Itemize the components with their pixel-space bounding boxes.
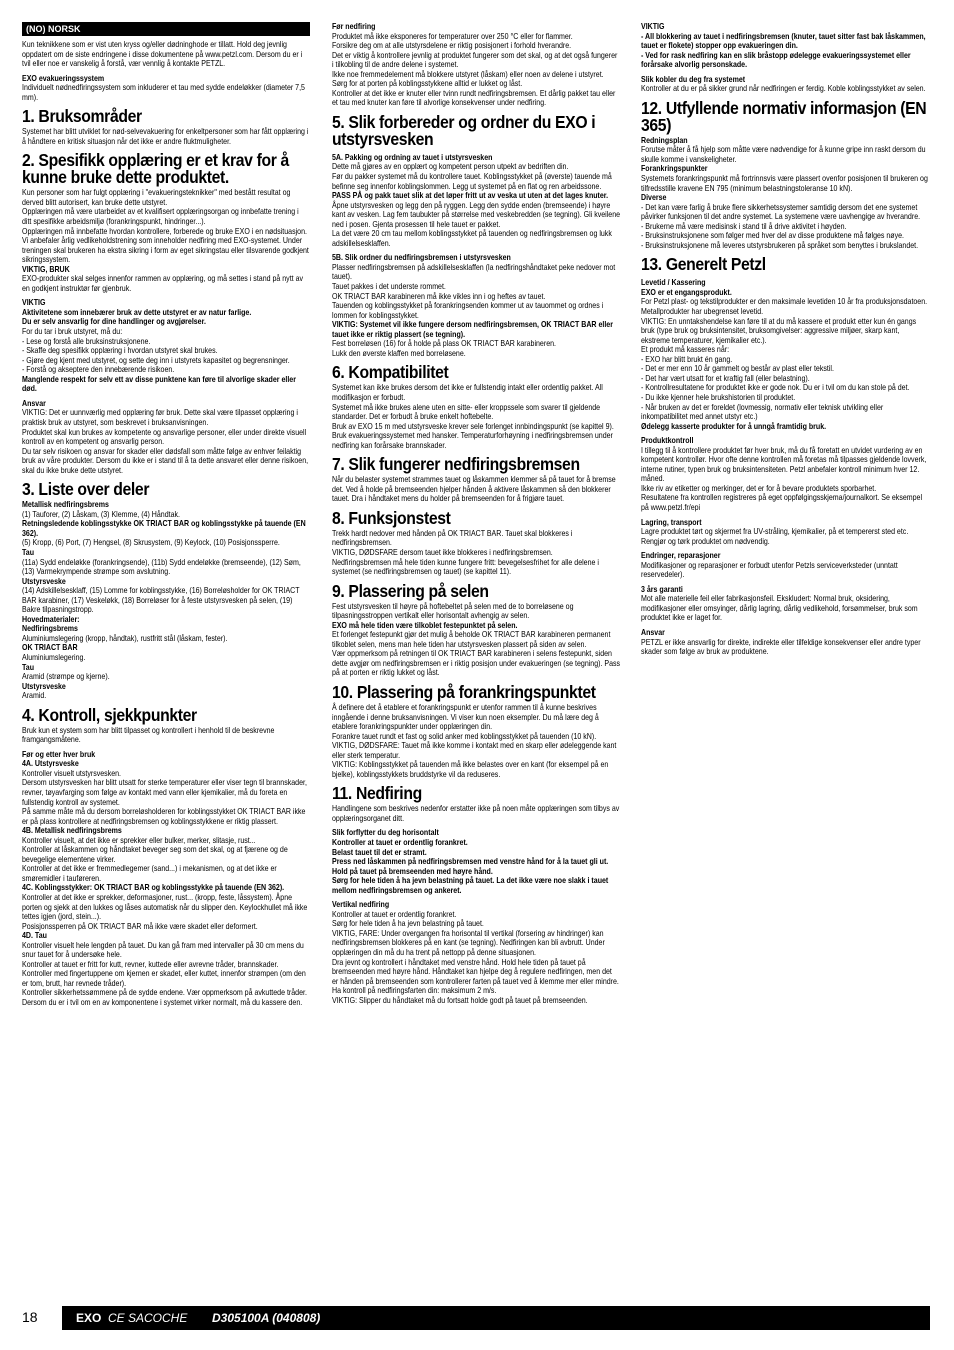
- paragraph: Aramid.: [22, 691, 47, 701]
- paragraph: - Kontrollresultatene for produktet ikke er gode nok. Du er i tvil om du kan stole på det.: [641, 383, 910, 393]
- paragraph: VIKTIG, FARE: Under overgangen fra horisontal til vertikal (forsering av hindringer) kan nedfiringsbremsen blokkeres på en kant (se tegning). Nedfiringen kan bli avbrutt. Under opplæringen din må du ha trent på nettopp på denne situasjonen.: [332, 928, 605, 958]
- paragraph: Trekk hardt nedover med hånden på OK TRIACT BAR. Tauet skal blokkeres i nedfiringsbremsen.: [332, 528, 573, 548]
- paragraph: OK TRIACT BAR karabineren må ikke vikles inn i og heftes av tauet.: [332, 291, 546, 301]
- paragraph: - Det kan være farlig å bruke flere sikkerhetssystemer samtidig dersom det ene systemet påvirker funksjonen til det andre systemet. La systemene være uavhengige av hverandre.: [641, 202, 921, 222]
- pre-descent-title-wrap: [332, 22, 620, 32]
- paragraph: Sørg for hele tiden å ha jevn belastning på tauet.: [332, 919, 484, 929]
- paragraph: Kontroller visuelt utstyrsvesken.: [22, 768, 122, 778]
- paragraph: Kontroller visuelt, at det ikke er sprekker eller bulker, merker, slitasje, rust...: [22, 835, 256, 845]
- subheading: 4B. Metallisk nedfiringsbrems: [22, 826, 122, 836]
- paragraph: Aramid (strømpe og kjerne).: [22, 672, 110, 682]
- section-9-body: [332, 602, 620, 678]
- paragraph: Plasser nedfiringsbremsen på adskillelsesklaffen (la nedfiringshåndtaket peke nedover mot tauet).: [332, 262, 616, 282]
- section-5-body: [332, 153, 620, 358]
- paragraph: Handlingene som beskrives nedenfor erstatter ikke på noen måte opplæringen som tilbys av opplæringsorganet ditt.: [332, 804, 620, 823]
- paragraph: - Bruksinstruksjonene som følger med hver del av disse produktene må følges nøye.: [641, 231, 904, 241]
- subheading: Redningsplan: [641, 135, 688, 145]
- subheading: Før og etter hver bruk: [22, 749, 96, 759]
- paragraph: Kontroller sikkerhetssømmene på de sydde endene. Vær oppmerksom på avkuttede tråder.: [22, 988, 307, 998]
- paragraph: Opplæringen må innbefatte hvordan kontrollere, forberede og bruke EXO i en nødsituasjon.: [22, 226, 307, 236]
- paragraph: Kun personer som har fulgt opplæring i "evakueringsteknikker" med bestått resultat og derved blitt autorisert, kan bruke dette utstyret.: [22, 188, 291, 207]
- section-11-body: [332, 804, 620, 1005]
- paragraph: VIKTIG: Det er uunnværlig med opplæring før bruk. Dette skal være tilpasset opplæring i praktisk bruk av utstyret, som beskrevet i bruksanvisningen.: [22, 408, 298, 427]
- paragraph: PETZL er ikke ansvarlig for direkte, indirekte eller tilfeldige konsekvenser eller andre typer skader som følge av bruk av produktene.: [641, 637, 921, 657]
- emphasis-text: Aktivitetene som innebærer bruk av dette utstyret er av natur farlige.: [22, 307, 252, 317]
- paragraph: - Lese og forstå alle bruksinstruksjonene.: [22, 336, 151, 346]
- column-1: [22, 22, 310, 1008]
- section-8-body: [332, 529, 620, 577]
- section-5-title: 5. Slik forbereder og ordner du EXO i utstyrsvesken: [332, 111, 596, 149]
- paragraph: For du tar i bruk utstyret, må du:: [22, 327, 123, 337]
- paragraph: Kontroller at det ikke er sprekker, deformasjoner, rust... (kropp, feste, låssystem). Åpne porten og sjekk at den lukkes og låses automatisk når du slipper den. Keylockhullet må ikke tettes igjen (jord, stein...).: [22, 893, 308, 922]
- subheading: Metallisk nedfiringsbrems: [22, 500, 109, 510]
- subheading: Utstyrsveske: [22, 576, 66, 586]
- column-2: [332, 22, 620, 1005]
- paragraph: Kun teknikkene som er vist uten kryss og/eller dødninghode er tillatt. Hold deg jevnlig oppdatert om de siste endringene i disse dokumentene på www.petzl.com. Dersom du er i tvil eller noe er vanskelig å forstå, vær vennlig å kontakte PETZL.: [22, 40, 303, 69]
- paragraph: Produktet må ikke eksponeres for temperaturer over 250 °C eller for flammer.: [332, 31, 573, 41]
- paragraph: I tillegg til å kontrollere produktet før hver bruk, må du få foretatt en utvidet vurdering av en kompetent kontrollør. Hvor ofte denne kontrollen må foretas må tilpasses gjeldende lovverk, interne rutiner, typen bruk og bruksintensiteten. Petzl anbefaler kontroll minimum hver 12. måned.: [641, 445, 927, 484]
- paragraph: Vi anbefaler årlig vedlikeholdstrening som inneholder nedfiring med EXO-systemet. Under treningen skal brukeren ha ekstra sikring i form av eget sikringstau eller tilsvarende godkjent sikringssystem.: [22, 236, 309, 265]
- paragraph: Systemet har blitt utviklet for nød-selvevakuering for enkeltpersoner som har fått opplæring i å håndtere en kritisk situasjon når det ikke er andre fluktmuligheter.: [22, 127, 309, 146]
- subheading: Retningsledende koblingsstykke OK TRIACT BAR og koblingsstykke på tauende (EN 362).: [22, 519, 306, 538]
- paragraph: Kontroller at det ikke er knuter eller tvinn rundt nedfiringsbremsen. Et dårlig pakket tau eller et tau med knuter kan føre til alvorlige konsekvenser under nedfiring.: [332, 88, 616, 108]
- section-1-title: 1. Bruksområder: [22, 106, 142, 127]
- language-label: (NO) NORSK: [22, 22, 310, 36]
- subheading: VIKTIG: [22, 298, 46, 308]
- paragraph: Systemets forankringspunkt må fortrinnsvis være plassert ovenfor posisjonen til brukeren og tilfredsstille kravene EN 795 (minimum belastningstoleranse 10 kN).: [641, 174, 928, 193]
- paragraph: Forsikre deg om at alle utstyrsdelene er riktig posisjonert i forhold hverandre.: [332, 41, 572, 51]
- subheading: Ansvar: [641, 627, 665, 637]
- product-name: EXO: [76, 1311, 102, 1325]
- paragraph: Dersom utstyrsvesken har blitt utsatt for sterke temperaturer eller viser tegn til brannskader, revner, tøyavfarging som følge av kontakt med vann eller kjemikalier, må du foreta en fullstendig kontroll av systemet.: [22, 778, 307, 807]
- paragraph: Kontroller at du er på sikker grund når nedfiringen er ferdig. Koble koblingsstykket av selen.: [641, 84, 926, 94]
- paragraph: Forankre tauet rundt et fast og solid anker med koblingsstykket på tauenden (10 kN).: [332, 731, 597, 741]
- paragraph: Nedfiringsbremsen må hele tiden kunne fungere fritt: bevegelsesfrihet for alle delene i systemet (se nedfiringsbremsen og tauet) (se kapittel 11).: [332, 557, 599, 577]
- paragraph: Fest utstyrsvesken til høyre på hoftebeltet på selen med de to borreløsene og tilpasningsstroppen vertikalt eller horisontalt avhengig av selen.: [332, 601, 574, 621]
- emphasis-text: EXO må hele tiden være tilkoblet festepunktet på selen.: [332, 620, 518, 630]
- paragraph: - Det er mer enn 10 år gammelt og består av plast eller tekstil.: [641, 364, 834, 374]
- paragraph: Lagre produktet tørt og skjermet fra UV-stråling, kjemikalier, på et tempererst sted etc. Rengjør og tørk produktet om nødvendig.: [641, 527, 909, 546]
- emphasis-text: Ødelegg kasserte produkter for å unngå framtidig bruk.: [641, 421, 827, 431]
- paragraph: Systemet kan ikke brukes dersom det ikke er fullstendig intakt eller ordentlig pakket. All modifikasjon er forbudt.: [332, 383, 603, 402]
- paragraph: - Når bruken av det er foreldet (lovmessig, normativ eller teknisk utvikling eller inkompatibilitet med annet utstyr etc.): [641, 402, 884, 422]
- paragraph: Ikke riv av etiketter og merkinger, det er for å bevare produktets sporbarhet.: [641, 483, 877, 493]
- paragraph: - Det har vært utsatt for et kraftig fall (eller belastning).: [641, 373, 810, 383]
- subheading: Utstyrsveske: [22, 681, 66, 691]
- subheading: Diverse: [641, 193, 667, 203]
- emphasis-text: Manglende respekt for selv ett av disse punktene kan føre til alvorlige skader eller død.: [22, 374, 296, 394]
- subheading: 5B. Slik ordner du nedfiringsbremsen i utstyrsvesken: [332, 253, 511, 263]
- paragraph: (11a) Sydd endeløkke (forankringsende), (11b) Sydd endeløkke (bremseende), (12) Søm, (13) Varmekrympende strømpe som avslutning.: [22, 557, 301, 577]
- subheading: EXO evakueringssystem: [22, 73, 105, 83]
- subheading: Tau: [22, 662, 34, 672]
- paragraph: Tauenden og koblingsstykket på forankringsenden kommer ut av tauommet og ordnes i lommen for koblingsstykket.: [332, 301, 604, 320]
- subheading: Produktkontroll: [641, 436, 694, 446]
- page-footer: [22, 1306, 930, 1330]
- paragraph: Kontroller at tauet er fritt for kutt, revner, kuttede eller avrevne tråder, brannskader.: [22, 959, 279, 969]
- paragraph: Kontroller at låskammen og håndtaket beveger seg som det skal, og at fjærene og de bevegelige elementene virker.: [22, 845, 288, 864]
- paragraph: (1) Tauforer, (2) Låskam, (3) Klemme, (4) Håndtak.: [22, 509, 180, 519]
- paragraph: Mot alle materielle feil eller fabrikasjonsfeil. Ekskludert: Normal bruk, oksidering, modifikasjoner eller omsyinger, dårlig lagring, dårlig vedlikehold, forsømmelser, bruk som produktet ikke er laget for.: [641, 594, 918, 623]
- subheading: Ansvar: [22, 398, 46, 408]
- paragraph: Sørg for at porten på koblingsstykkene alltid er lukket og låst.: [332, 79, 523, 89]
- subheading: OK TRIACT BAR: [22, 643, 78, 653]
- paragraph: Aluminiumslegering.: [22, 652, 86, 662]
- paragraph: (5) Kropp, (6) Port, (7) Hengsel, (8) Skrusystem, (9) Keylock, (10) Posisjonssperre.: [22, 538, 280, 548]
- pre-descent-title: Før nedfiring: [332, 22, 376, 31]
- paragraph: Individuelt nødnedfiringssystem som inkluderer et tau med sydde endeløkker (diameter 7,5 mm).: [22, 83, 305, 102]
- descent-warning-body: [641, 22, 929, 94]
- subheading: VIKTIG: [641, 22, 665, 31]
- paragraph: - Brukerne må være medisinsk i stand til å drive aktivitet i høyden.: [641, 221, 847, 231]
- paragraph: Kontroller visuelt hele lengden på tauet. Du kan gå fram med intervaller på 30 cm mens du snur tauet for å undersøke hele.: [22, 940, 304, 960]
- paragraph: Posisjonssperren på OK TRIACT BAR må ikke være skadet eller deformert.: [22, 921, 258, 931]
- emphasis-text: - Ved for rask nedfiring kan en slik bråstopp ødelegge evakueringssystemet eller forårsake alvorlig personskade.: [641, 50, 911, 70]
- section-10-title: 10. Plassering på forankringspunktet: [332, 681, 596, 702]
- page-number: 18: [22, 1309, 38, 1325]
- paragraph: - Bruksinstruksjonene må leveres utstyrsbrukeren på språket som benyttes i brukslandet.: [641, 240, 919, 250]
- subheading: 5A. Pakking og ordning av tauet i utstyrsvesken: [332, 152, 493, 162]
- paragraph: Kontroller med fingertuppene om kjernen er skadet, eller kuttet, innenfor strømpen (om den er tom, brutt, har revnede tråder).: [22, 969, 306, 988]
- paragraph: Ha kontroll på nedfiringsfarten din: maksimum 2 m/s.: [332, 986, 497, 996]
- emphasis-text: EXO er et engangsprodukt.: [641, 287, 732, 297]
- paragraph: Aluminiumslegering (kropp, håndtak), rustfritt stål (låskam, fester).: [22, 633, 228, 643]
- subheading: Forankringspunkter: [641, 164, 708, 174]
- paragraph: Fest borreløsen (16) for å holde på plass OK TRIACT BAR karabineren.: [332, 339, 556, 349]
- section-8-title: 8. Funksjonstest: [332, 507, 451, 528]
- subheading: Hovedmaterialer:: [22, 614, 80, 624]
- section-7-title: 7. Slik fungerer nedfiringsbremsen: [332, 454, 580, 475]
- subheading: VIKTIG, BRUK: [22, 264, 70, 274]
- subheading: Lagring, transport: [641, 517, 702, 527]
- subheading: Tau: [22, 547, 34, 557]
- section-6-title: 6. Kompatibilitet: [332, 362, 449, 383]
- section-11-title: 11. Nedfiring: [332, 783, 422, 804]
- paragraph: Kontroller at tauet er ordentlig forankret.: [332, 909, 457, 919]
- product-subtitle: CE SACOCHE: [108, 1311, 188, 1325]
- emphasis-text: Du er selv ansvarlig for dine handlinger og avgjørelser.: [22, 317, 206, 327]
- paragraph: Lukk den øverste klaffen med borreløsene.: [332, 348, 466, 358]
- paragraph: Før du pakker systemet må du kontrollere tauet. Koblingsstykket på (øverste) tauende må befinne seg innenfor koblingslommen. Legg ut systemet på en flat og ren arbeidssone.: [332, 172, 612, 191]
- emphasis-text: PASS PÅ og pakk tauet slik at det løper fritt ut av veska ut uten at det lages knuter.: [332, 191, 609, 201]
- paragraph: Dersom du er i tvil om en av komponentene i systemet virker normalt, må du kassere den.: [22, 998, 303, 1008]
- paragraph: La det være 20 cm tau mellom koblingsstykket på tauenden og nedfiringsbremsen og lukk adskillelsesklaffen.: [332, 229, 612, 248]
- paragraph: VIKTIG, DØDSFARE dersom tauet ikke blokkeres i nedfiringsbremsen.: [332, 547, 553, 557]
- paragraph: VIKTIG: Slipper du håndtaket må du fortsatt holde godt på tauet på bremseenden.: [332, 995, 588, 1005]
- paragraph: Tauet pakkes i det underste rommet.: [332, 282, 446, 292]
- subheading: 4C. Koblingsstykker: OK TRIACT BAR og koblingsstykke på tauende (EN 362).: [22, 883, 285, 893]
- paragraph: Dette må gjøres av en opplært og kompetent person utpekt av bedriften din.: [332, 162, 569, 172]
- paragraph: Bruk evakueringssystemet med hansker. Temperaturforhøyning i nedfiringsbremsen under nedfiring kan forårsake brannskader.: [332, 431, 613, 450]
- emphasis-text: VIKTIG: Systemet vil ikke fungere dersom nedfiringsbremsen, OK TRIACT BAR eller tauet ikke er riktig plassert (se tegning).: [332, 320, 613, 339]
- emphasis-text: - All blokkering av tauet i nedfiringsbremsen (knuter, tauet sitter fast bak låskammen, tauet er flokete) stopper opp evakueringen din.: [641, 31, 926, 51]
- section-3-title: 3. Liste over deler: [22, 479, 150, 500]
- paragraph: Det er viktig å kontrollere jevnlig at produktet fungerer som det skal, og at det også fungerer i tilkobling til de andre delene i systemet.: [332, 50, 618, 70]
- section-2-body: [22, 188, 310, 475]
- paragraph: Å definere det å etablere et forankringspunkt er utenfor rammen til å kunne beskrives inngående i denne bruksanvisningen. Vi viser kun noen eksempler. Du må lære deg å etablere forankringspunkter under opplæringen din.: [332, 702, 599, 732]
- paragraph: Produktet skal kun brukes av kompetente og ansvarlige personer, eller under direkte visuell kontroll av en kompetent og ansvarlig person.: [22, 427, 307, 447]
- emphasis-text: Sørg for hele tiden å ha jevn belastning på tauet. La det ikke være noe slakk i tauet mellom nedfiringsbremsen og ankeret.: [332, 876, 609, 895]
- paragraph: Åpne utstyrsvesken og legg den på ryggen. Legg den sydde enden (bremseende) i høyre kant av vesken. Lag fem taubukter på størrelse med veskebredden (se tegning). Gli kveilene ned i posen. Gjenta prosessen til hele tauet er pakket.: [332, 200, 621, 229]
- column-3: [641, 22, 929, 657]
- section-9-title: 9. Plassering på selen: [332, 580, 489, 601]
- section-4-body: [22, 726, 310, 1008]
- paragraph: (14) Adskillelsesklaff, (15) Lomme for koblingsstykke, (16) Borreløsholder for OK TRIACT BAR karabiner, (17) Veskeløkk, (18) Borreløser for å feste utstyrsvesken på selen, (19) Bakre tilpasningstropp.: [22, 586, 300, 615]
- subheading: Levetid / Kassering: [641, 278, 706, 288]
- emphasis-text: Kontroller at tauet er ordentlig forankret.: [332, 838, 468, 847]
- paragraph: Du tar selv risikoen og ansvar for skader eller dødsfall som måtte følge av enhver feilaktig bruk av våre produkter. Dersom du ikke er i stand til å ta dette ansvaret eller denne risikoen, skal du ikke bruke dette utstyret.: [22, 446, 309, 475]
- paragraph: EXO-produkter skal selges innenfor rammen av opplæring, og må settes i stand på nytt av en godkjent instruktør før gjenbruk.: [22, 274, 304, 293]
- subheading: Slik forflytter du deg horisontalt: [332, 828, 439, 838]
- paragraph: Bruk kun et system som har blitt tilpasset og kontrollert i henhold til de beskrevne framgangsmåtene.: [22, 725, 275, 745]
- section-6-body: [332, 383, 620, 450]
- footer-bar: [62, 1306, 930, 1330]
- paragraph: På samme måte må du dersom borreløsholderen for koblingsstykket OK TRIACT BAR ikke er på plass kontrollere at nedfiringsbremsen og koblingsstykkene er riktig plassert.: [22, 807, 306, 826]
- paragraph: - Du ikke kjenner hele brukshistorien til produktet.: [641, 392, 796, 402]
- section-2-title: 2. Spesifikk opplæring er et krav for å kunne bruke dette produktet.: [22, 150, 289, 188]
- paragraph: Et forlenget festepunkt gjør det mulig å beholde OK TRIACT BAR karabineren permanent tilkoblet selen, mens man hele tiden har utstyrsvesken plassert på siden av selen.: [332, 630, 611, 649]
- section-10-body: [332, 703, 620, 779]
- subheading: 3 års garanti: [641, 584, 683, 594]
- paragraph: VIKTIG: Koblingsstykket på tauenden må ikke belastes over en kant (for eksempel på en bjelke), koblingsstykkets bruddstyrke vil da reduseres.: [332, 760, 609, 779]
- paragraph: Resultatene fra kontrollen registreres på eget oppfølgingsskjema/journalkort. Se eksempel på www.petzl.fr/epi: [641, 493, 923, 512]
- intro-body: [22, 40, 310, 102]
- emphasis-text: Press ned låskammen på nedfiringsbremsen med venstre hånd for å la tauet gli ut. Hold på tauet på bremseenden med høyre hånd.: [332, 857, 609, 876]
- paragraph: Opplæringen må være utarbeidet av et kvalifisert opplæringsorgan og innbefatte trening i ditt spesifikke arbeidsmiljø (forankringspunkt, hindringer...).: [22, 207, 299, 227]
- section-13-title: 13. Generelt Petzl: [641, 254, 766, 275]
- paragraph: Forutse måter å få hjelp som måtte være nødvendige for å kunne gripe inn raskt dersom du skulle komme i vanskeligheter.: [641, 145, 926, 164]
- paragraph: Når du belaster systemet strammes tauet og låskammen klemmer så på tauet for å bremse det. Ved å holde på bremseenden hjelper hånden å aktivere låskammen så den blokkerer tauet. Dra i håndtaket mens du holder på bremseenden for å frigjøre tauet.: [332, 475, 616, 504]
- paragraph: VIKTIG, DØDSFARE: Tauet må ikke komme i kontakt med en skarp eller ødeleggende kant eller sterk temperatur.: [332, 741, 617, 760]
- emphasis-text: Belast tauet til det er stramt.: [332, 847, 427, 857]
- subheading: 4A. Utstyrsveske: [22, 759, 79, 769]
- paragraph: Kontroller at det ikke er fremmedlegemer (sand...) i mekanismen, og at det ikke er smøremidler i tauføreren.: [22, 864, 277, 883]
- paragraph: Bruk av EXO 15 m med utstyrsveske krever sele forlenget innbindingspunkt (se kapittel 9).: [332, 421, 614, 431]
- subheading: 4D. Tau: [22, 931, 47, 941]
- paragraph: - Skaffe deg spesifikk opplæring i hvordan utstyret skal brukes.: [22, 346, 218, 356]
- section-7-body: [332, 475, 620, 504]
- paragraph: Systemet må ikke brukes alene uten en sitte- eller kroppssele som svarer til gjeldende standarder. Det er forbudt å bruke enkelt hoftebelte.: [332, 402, 601, 422]
- paragraph: VIKTIG: En unntakshendelse kan føre til at du må kassere et produkt etter kun én gangs bruk (type bruk og bruksintensitet, bruksomgivelser: aggressive miljøer, skarp kant, ekstreme temperaturer, kjemikalier etc.).: [641, 316, 917, 345]
- section-12-body: [641, 136, 929, 251]
- section-4-title: 4. Kontroll, sjekkpunkter: [22, 704, 197, 725]
- paragraph: Modifikasjoner og reparasjoner er forbudt utenfor Petzls serviceverksteder (unntatt reservedeler).: [641, 560, 898, 580]
- paragraph: Et produkt må kasseres når:: [641, 345, 730, 355]
- subheading: Nedfiringsbrems: [22, 624, 78, 634]
- paragraph: For Petzl plast- og tekstilprodukter er den maksimale levetiden 10 år fra produksjonsdatoen. Metallprodukter har ubegrenset levetid.: [641, 297, 928, 317]
- paragraph: - Forstå og akseptere den innebærende risikoen.: [22, 365, 175, 375]
- paragraph: Dra jevnt og kontrollert i håndtaket med venstre hånd. Hold hele tiden på tauet på bremseenden med høyre hånd. Håndtaket kan hjelpe deg å regulere nedfiringen, men det er hånden på bremseenden som kontrollerer farten på tauet ved å klemme mer eller mindre.: [332, 957, 619, 986]
- subheading: Slik kobler du deg fra systemet: [641, 74, 746, 84]
- document-code: D305100A (040808): [212, 1311, 321, 1325]
- section-3-body: [22, 500, 310, 700]
- section-1-body: [22, 127, 310, 146]
- subheading: Vertikal nedfiring: [332, 900, 390, 910]
- subheading: Endringer, reparasjoner: [641, 551, 721, 561]
- pre-descent-body: [332, 32, 620, 108]
- section-13-body: [641, 278, 929, 656]
- section-12-title: 12. Utfyllende normativ informasjon (EN 365): [641, 97, 927, 135]
- paragraph: Vær oppmerksom på retningen til OK TRIACT BAR karabineren i selens festepunkt, siden dette avgjør om nedfiringsbremsen er i riktig posisjon under evakueringen (se tegning). Pass på at porten er riktig lukket og låst.: [332, 649, 621, 678]
- paragraph: Ikke noe fremmedelement må blokkere utstyret (låskam) eller noen av delene i utstyret.: [332, 69, 604, 79]
- paragraph: - EXO har blitt brukt én gang.: [641, 354, 733, 364]
- paragraph: - Gjøre deg kjent med utstyret, og sette deg inn i utstyrets kapasitet og begrensninger.: [22, 355, 290, 365]
